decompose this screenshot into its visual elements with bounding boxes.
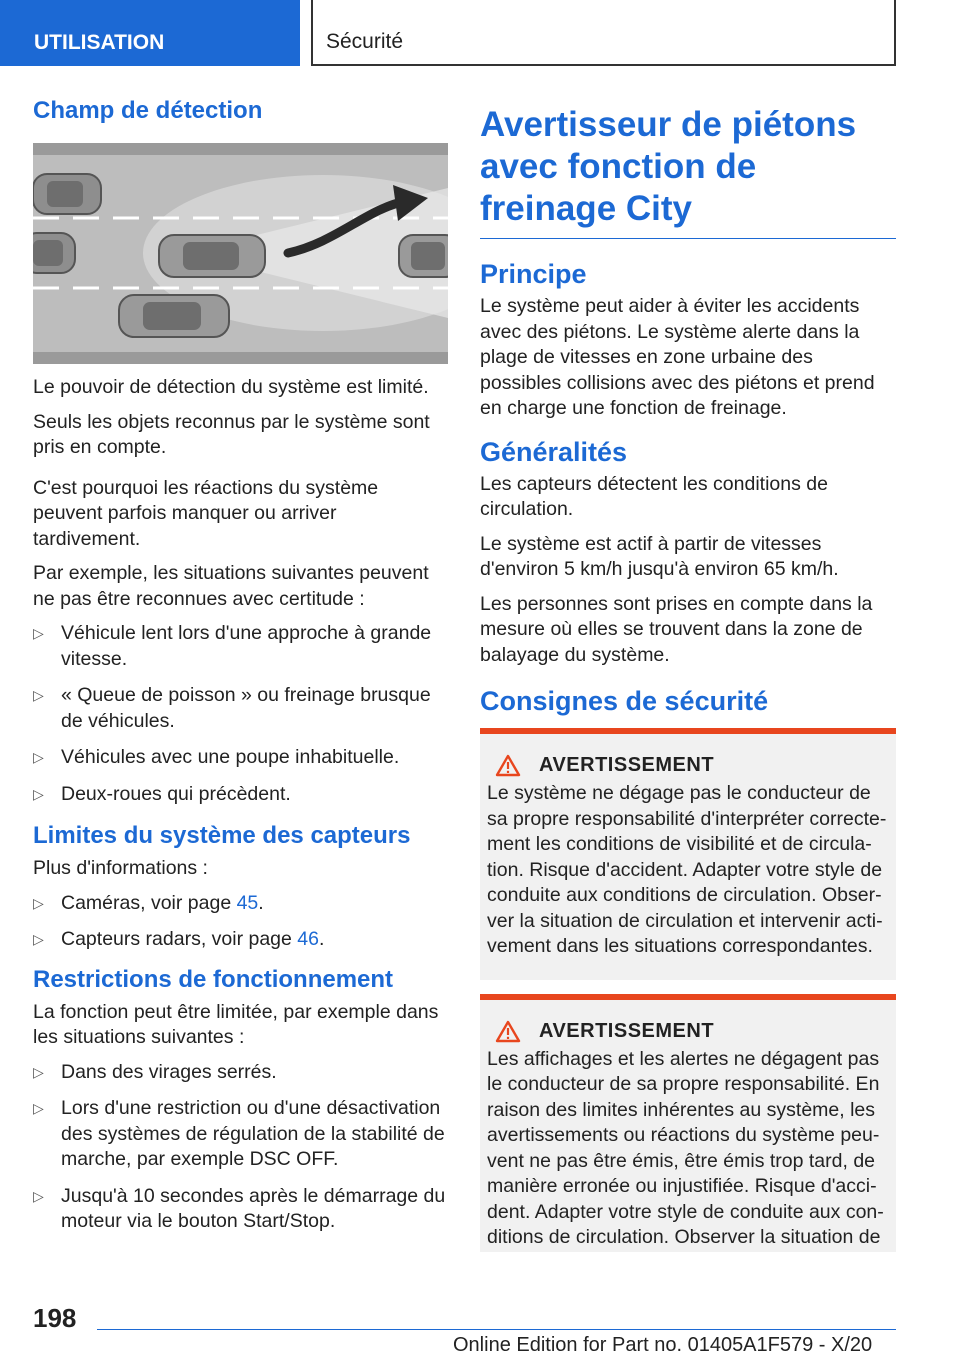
heading-principe: Principe [480,259,587,289]
warning-title: AVERTISSEMENT [539,1019,715,1042]
warning-text: Le système ne dégage pas le conducteur de sa propre responsabilité d'interpréter correctement les conditions de visibilité et de circulation. Risque d'accident. Adapter votre style de conduite aux conditions de circulation. Observer la situation de circulation et intervenir activement dans les situations correspondantes. [487,782,887,957]
triangle-bullet-icon: ▷ [33,749,44,765]
left-column [33,96,448,1246]
triangle-bullet-icon: ▷ [33,1187,44,1204]
triangle-bullet-icon: ▷ [33,931,44,947]
triangle-bullet-icon: ▷ [33,894,44,911]
footer-edition: Online Edition for Part no. 01405A1F579 - X/20 [453,1334,873,1356]
triangle-bullet-icon: ▷ [33,785,44,802]
paragraph: Le système peut aider à éviter les accidents avec des piétons. Le système alerte dans la plage de vitesses en zone urbaine des possibles collisions avec des piétons et prend en charge une fonction de freinage. [480,295,875,419]
paragraph: Les personnes sont prises en compte dans la mesure où elles se trouvent dans la zone de balayage du système. [480,592,873,666]
triangle-bullet-icon: ▷ [33,1063,44,1080]
right-column [480,104,896,1266]
heading-restrictions: Restrictions de fonctionnement [33,965,394,993]
section-label: UTILISATION [34,31,165,54]
heading-limits: Limites du système des capteurs [33,822,411,849]
references-list [33,891,448,953]
topic-header [311,0,896,66]
heading-consignes: Consignes de sécurité [480,686,769,716]
page-number: 198 [33,1303,77,1333]
heading-detection: Champ de détection [33,97,263,124]
paragraph: C'est pourquoi les réactions du système peuvent parfois manquer ou arriver tardivement. [33,476,379,550]
car-bottom [119,295,229,337]
triangle-bullet-icon: ▷ [33,625,44,641]
list-item: ▷ Véhicules avec une poupe inhabituelle. [33,745,448,771]
warning-box [480,728,896,980]
list-item: ▷ Véhicule lent lors d'une approche à grande vitesse. [33,622,432,670]
car-right [399,235,448,277]
list-item: ▷ Capteurs radars, voir page 46. [33,927,448,953]
triangle-bullet-icon: ▷ [33,1100,44,1116]
warning-triangle-icon [495,754,521,777]
warning-title: AVERTISSEMENT [539,754,715,776]
paragraph: Le système est actif à partir de vitesses d'environ 5 km/h jusqu'à environ 65 km/h. [480,532,839,580]
section-tab [0,0,300,66]
list-item: ▷ Deux-roues qui précèdent. [33,782,448,808]
list-item: ▷ Lors d'une restriction ou d'une désactivation des systèmes de régulation de la stabilité de marche, par exemple DSC OFF. [33,1097,445,1170]
list-item: ▷ Jusqu'à 10 secondes après le démarrage du moteur via le bouton Start/Stop. [33,1184,446,1232]
page-link-radars[interactable]: 46 [297,928,319,950]
paragraph: Seuls les objets reconnus par le système sont pris en compte. [33,410,430,458]
paragraph: Les capteurs détectent les conditions de circulation. [480,472,828,520]
car-center [159,235,265,277]
situations-list [33,621,448,807]
triangle-bullet-icon: ▷ [33,687,44,703]
page-title: Avertisseur de piétons avec fonction de freinage City [480,104,896,239]
car-top-left [33,174,101,214]
car-mid-left [33,233,75,273]
paragraph: Par exemple, les situations suivantes peuvent ne pas être reconnues avec certitude : [33,562,429,610]
heading-general: Généralités [480,436,628,467]
paragraph: La fonction peut être limitée, par exemple dans les situations suivantes : [33,1000,439,1048]
restrictions-list [33,1060,448,1235]
list-item: ▷ « Queue de poisson » ou freinage brusque de véhicules. [33,684,431,732]
warning-triangle-icon [495,1020,521,1043]
topic-label: Sécurité [326,30,404,53]
paragraph: Le pouvoir de détection du système est limité. [33,376,429,398]
paragraph: Plus d'informations : [33,857,208,879]
detection-field-illustration [33,143,448,364]
page-link-cameras[interactable]: 45 [236,891,259,914]
warning-box [480,994,896,1252]
warning-text: Les affichages et les alertes ne dégagent pas le conducteur de sa propre responsabilité. En raison des limites inhérentes au système, les avertissements ou réactions du système peuvent ne pas être émis, être émis trop tard, de manière erronée ou injustifiée. Risque d'accident. Adapter votre style de conduite aux conditions de circulation. Observer la situation de [487,1047,884,1248]
list-item: ▷ Dans des virages serrés. [33,1060,448,1086]
list-item: ▷ Caméras, voir page 45. [33,891,448,917]
footer-divider [97,1329,896,1330]
